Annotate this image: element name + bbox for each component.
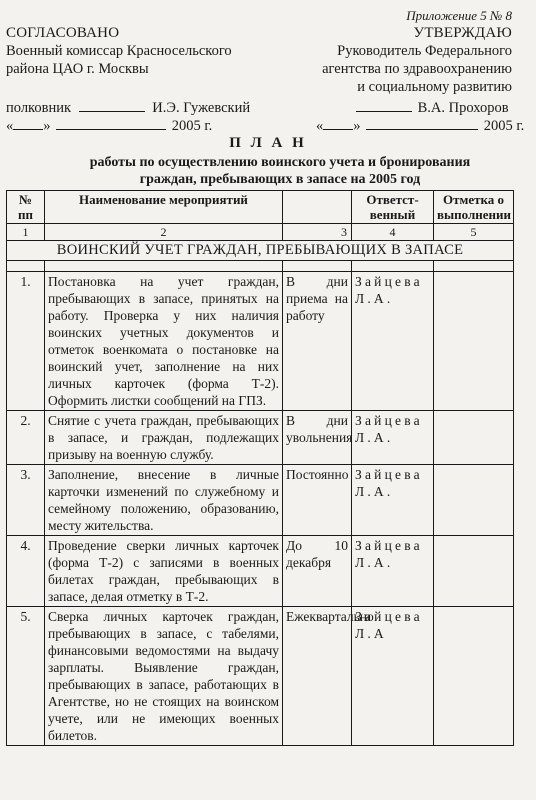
row-term: Постоянно xyxy=(283,465,352,536)
table-spacer-row xyxy=(7,261,514,272)
row-term: В дни приема на работу xyxy=(283,272,352,411)
agreed-rank: полковник xyxy=(6,100,72,116)
row-number: 4. xyxy=(7,536,45,607)
table-header-row xyxy=(7,191,514,224)
col-number: 4 xyxy=(352,224,434,241)
col-number: 2 xyxy=(45,224,283,241)
agreed-date-close: » xyxy=(43,118,51,134)
row-responsible: Зайцева Л.А. xyxy=(352,536,434,607)
col-number: 5 xyxy=(434,224,514,241)
row-responsible: Зайцева Л.А. xyxy=(352,465,434,536)
header-mark: Отметка о выполнении xyxy=(434,191,514,224)
plan-subtitle-line-1: работы по осуществлению воинского учета и бронирования xyxy=(89,155,471,170)
row-responsible: Зайцева Л.А. xyxy=(352,272,434,411)
table-row xyxy=(7,411,514,465)
agreed-heading: СОГЛАСОВАНО xyxy=(6,25,120,41)
header-name: Наименование мероприятий xyxy=(45,191,283,224)
row-action: Снятие с учета граждан, пребывающих в запасе, и граждан, подлежащих призыву на военную службу. xyxy=(45,411,283,465)
agreed-month-line xyxy=(56,116,166,130)
approved-date-close: » xyxy=(353,118,361,134)
row-number: 3. xyxy=(7,465,45,536)
header-term xyxy=(283,191,352,224)
agreed-line-2: района ЦАО г. Москвы xyxy=(6,61,149,77)
row-action: Проведение сверки личных карточек (форма Т-2) с записями в военных билетах граждан, пребывающих в запасе, делая отметку в Т-2. xyxy=(45,536,283,607)
approved-signature-line xyxy=(356,98,412,112)
header-responsible: Ответст-венный xyxy=(352,191,434,224)
agreed-day-line xyxy=(13,116,43,130)
approved-date-row xyxy=(316,116,524,135)
col-number: 1 xyxy=(7,224,45,241)
row-mark xyxy=(434,536,514,607)
column-number-row xyxy=(7,224,514,241)
row-mark xyxy=(434,272,514,411)
plan-subtitle xyxy=(30,154,530,188)
table-row xyxy=(7,607,514,746)
table-row xyxy=(7,272,514,411)
section-title: ВОИНСКИЙ УЧЕТ ГРАЖДАН, ПРЕБЫВАЮЩИХ В ЗАПАСЕ xyxy=(7,241,514,261)
row-number: 1. xyxy=(7,272,45,411)
table-row xyxy=(7,465,514,536)
approved-line-3: и социальному развитию xyxy=(357,79,512,95)
agreed-signature-row xyxy=(6,98,250,117)
section-header-row xyxy=(7,241,514,261)
agreed-date-row xyxy=(6,116,212,135)
row-action: Сверка личных карточек граждан, пребывающих в запасе, с табелями, финансовыми ведомостями на выдачу зарплаты. Выявление граждан, пребывающих в запасе, работающих в Агентстве, но не стоящих на воинском учете, или не имеющих военных билетов. xyxy=(45,607,283,746)
row-responsible: Зайцева Л.А xyxy=(352,607,434,746)
header-num: № пп xyxy=(7,191,45,224)
agreed-signature-line xyxy=(79,98,145,112)
approved-line-2: агентства по здравоохранению xyxy=(322,61,512,77)
agreed-signer: И.Э. Гужевский xyxy=(152,100,251,116)
approved-year: 2005 г. xyxy=(483,118,525,134)
row-mark xyxy=(434,465,514,536)
approved-signer: В.А. Прохоров xyxy=(417,100,509,116)
appendix-label: Приложение 5 № 8 xyxy=(406,8,512,23)
row-term: Ежеквартально xyxy=(283,607,352,746)
table-row xyxy=(7,536,514,607)
row-term: В дни увольнения xyxy=(283,411,352,465)
row-mark xyxy=(434,607,514,746)
agreed-block xyxy=(6,24,276,78)
agreed-date-open: « xyxy=(6,118,14,134)
row-term: До 10 декабря xyxy=(283,536,352,607)
plan-title: П Л А Н xyxy=(229,135,307,151)
approved-block xyxy=(282,24,512,96)
approved-line-1: Руководитель Федерального xyxy=(337,43,512,59)
row-action: Постановка на учет граждан, пребывающих в запасе, принятых на работу. Проверка у них наличия воинских учетных документов и отметок военкомата о постановке на воинский учет, заполнение на них личных карточек (форма Т-2). Оформить листки сообщений на ГПЗ. xyxy=(45,272,283,411)
agreed-line-1: Военный комиссар Красносельского xyxy=(6,43,232,59)
plan-subtitle-line-2: граждан, пребывающих в запасе на 2005 год xyxy=(139,172,421,187)
plan-table xyxy=(6,190,514,746)
row-number: 5. xyxy=(7,607,45,746)
row-responsible: Зайцева Л.А. xyxy=(352,411,434,465)
row-mark xyxy=(434,411,514,465)
approved-date-open: « xyxy=(316,118,324,134)
agreed-year: 2005 г. xyxy=(171,118,213,134)
approved-month-line xyxy=(366,116,478,130)
approved-heading: УТВЕРЖДАЮ xyxy=(413,25,512,41)
row-number: 2. xyxy=(7,411,45,465)
row-action: Заполнение, внесение в личные карточки изменений по служебному и семейному положению, образованию, месту жительства. xyxy=(45,465,283,536)
approved-signature-row xyxy=(356,98,509,117)
col-number: 3 xyxy=(283,224,352,241)
approved-day-line xyxy=(323,116,353,130)
